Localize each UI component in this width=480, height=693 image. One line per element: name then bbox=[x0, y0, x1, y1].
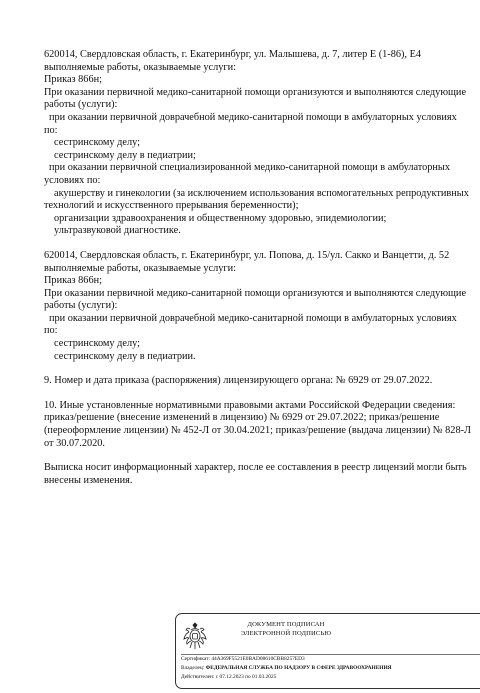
certificate-row bbox=[181, 655, 392, 664]
address-2-intro-cont: работы (услуги): bbox=[44, 300, 118, 312]
address-2-primary-pre-item: сестринскому делу в педиатрии. bbox=[54, 350, 196, 362]
address-1-primary-pre: при оказании первичной доврачебной медико-санитарной помощи в амбулаторных условиях bbox=[49, 111, 457, 123]
electronic-signature-stamp bbox=[175, 613, 480, 689]
valid-label: Действителен: bbox=[181, 674, 215, 680]
address-1-primary-pre-item: сестринскому делу в педиатрии; bbox=[54, 149, 196, 161]
address-1-primary-spec-cont: условиях по: bbox=[44, 174, 101, 186]
owner-row bbox=[181, 664, 392, 673]
stamp-title-line: ЭЛЕКТРОННОЙ ПОДПИСЬЮ bbox=[240, 629, 332, 637]
address-2-order: Приказ 866н; bbox=[44, 275, 102, 287]
address-1-primary-pre-item: сестринскому делу; bbox=[54, 137, 140, 149]
address-1-primary-spec-item: акушерству и гинекологии (за исключением использования вспомогательных репродуктивных bbox=[54, 187, 469, 199]
valid-row bbox=[181, 673, 392, 682]
address-1-works-label: выполняемые работы, оказываемые услуги: bbox=[44, 61, 236, 73]
address-2-works-label: выполняемые работы, оказываемые услуги: bbox=[44, 262, 236, 274]
address-1-intro-cont: работы (услуги): bbox=[44, 99, 118, 111]
address-2-intro: При оказании первичной медико-санитарной помощи организуются и выполняются следующие bbox=[44, 287, 467, 299]
address-1-primary-spec-item: ультразвуковой диагностике. bbox=[54, 225, 181, 237]
address-1-primary-spec-item-cont: технологий и искусственного прерывания беременности); bbox=[44, 200, 299, 212]
section-10-cont: от 30.07.2020. bbox=[44, 437, 105, 449]
section-10: 10. Иные установленные нормативными правовыми актами Российской Федерации сведения: bbox=[44, 399, 456, 411]
address-1-primary-spec: при оказании первичной специализированной медико-санитарной помощи в амбулаторных bbox=[49, 162, 450, 174]
coat-of-arms-icon bbox=[182, 622, 208, 652]
address-2-primary-pre: при оказании первичной доврачебной медико-санитарной помощи в амбулаторных условиях bbox=[49, 312, 457, 324]
address-2-primary-pre-cont: по: bbox=[44, 325, 58, 337]
address-1-primary-pre-cont: по: bbox=[44, 124, 58, 136]
section-10-cont: (переоформление лицензии) № 452-Л от 30.04.2021; приказ/решение (выдача лицензии) № 828-Л bbox=[44, 425, 472, 437]
owner-value: ФЕДЕРАЛЬНАЯ СЛУЖБА ПО НАДЗОРУ В СФЕРЕ ЗДРАВООХРАНЕНИЯ bbox=[205, 665, 392, 671]
certificate-value: 44A369F5521E0BAD08610CBB8257ED3 bbox=[211, 656, 305, 662]
spacer bbox=[44, 450, 480, 462]
disclaimer-note: Выписка носит информационный характер, после ее составления в реестр лицензий могли быть bbox=[44, 462, 467, 474]
address-2: 620014, Свердловская область, г. Екатеринбург, ул. Попова, д. 15/ул. Сакко и Ванцетти, д. 52 bbox=[44, 249, 450, 261]
stamp-title bbox=[236, 621, 336, 638]
spacer bbox=[44, 238, 480, 250]
valid-value: с 07.12.2023 по 01.03.2025 bbox=[215, 674, 277, 680]
address-1-intro: При оказании первичной медико-санитарной помощи организуются и выполняются следующие bbox=[44, 86, 467, 98]
spacer bbox=[44, 388, 480, 400]
disclaimer-note-cont: внесены изменения. bbox=[44, 474, 133, 486]
address-1-primary-spec-item: организации здравоохранения и общественному здоровью, эпидемиологии; bbox=[54, 212, 387, 224]
address-1-order: Приказ 866н; bbox=[44, 74, 102, 86]
owner-label: Владелец: bbox=[181, 665, 205, 671]
address-1: 620014, Свердловская область, г. Екатеринбург, ул. Малышева, д. 7, литер Е (1-86), Е4 bbox=[44, 49, 422, 60]
spacer bbox=[44, 363, 480, 375]
section-10-cont: приказ/решение (внесение изменений в лицензию) № 6929 от 29.07.2022; приказ/решение bbox=[44, 412, 440, 424]
stamp-title-line: ДОКУМЕНТ ПОДПИСАН bbox=[247, 621, 325, 628]
stamp-details bbox=[181, 655, 392, 682]
address-2-primary-pre-item: сестринскому делу; bbox=[54, 338, 140, 350]
certificate-label: Сертификат: bbox=[181, 656, 210, 662]
document-body bbox=[44, 49, 480, 487]
section-9: 9. Номер и дата приказа (распоряжения) лицензирующего органа: № 6929 от 29.07.2022. bbox=[44, 375, 433, 387]
